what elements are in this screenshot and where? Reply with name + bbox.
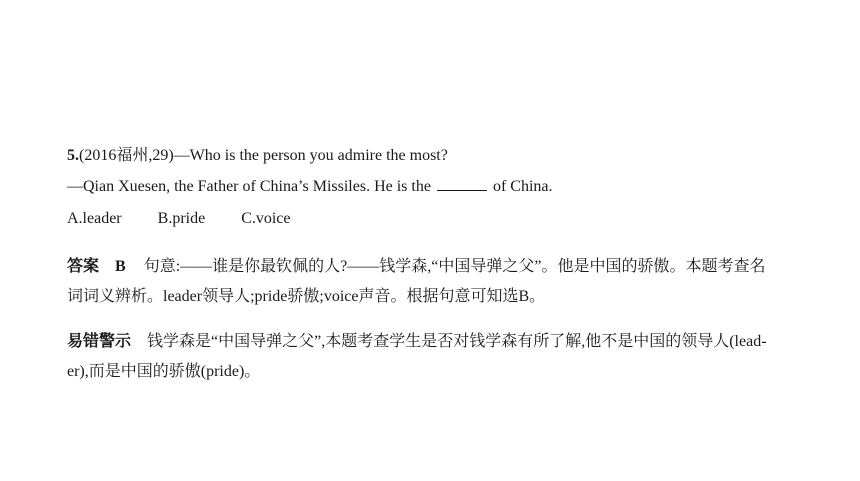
answer-line-2: [67, 286, 545, 308]
warning-line-1: [67, 331, 767, 353]
question-response-line: [67, 176, 553, 198]
option-b: B.pride: [157, 210, 206, 227]
answer-label: 答案: [67, 258, 100, 275]
answer-explanation-2: 词词义辨析。leader领导人;pride骄傲;voice声音。根据句意可知选B。: [67, 288, 546, 305]
question-options: [67, 208, 291, 230]
question-number: 5.: [67, 147, 79, 164]
question-source: (2016福州,29): [79, 147, 174, 164]
warning-label: 易错警示: [67, 333, 132, 350]
response-text-before-blank: —Qian Xuesen, the Father of China’s Missiles. He is the: [67, 178, 431, 195]
option-c: C.voice: [241, 210, 291, 227]
question-prompt: —Who is the person you admire the most?: [173, 147, 448, 164]
warning-text-1: 钱学森是“中国导弹之父”,本题考查学生是否对钱学森有所了解,他不是中国的领导人(lead-: [147, 333, 767, 350]
answer-letter: B: [115, 258, 126, 275]
option-a: A.leader: [67, 210, 122, 227]
answer-line-1: [67, 256, 765, 278]
answer-explanation-1: 句意:——谁是你最钦佩的人?——钱学森,“中国导弹之父”。他是中国的骄傲。本题考查名: [143, 258, 766, 275]
response-text-after-blank: of China.: [492, 178, 553, 195]
warning-text-2: er),而是中国的骄傲(pride)。: [67, 363, 261, 380]
warning-line-2: [67, 361, 260, 383]
answer-blank: [437, 176, 487, 191]
question-prompt-line: [67, 145, 448, 167]
